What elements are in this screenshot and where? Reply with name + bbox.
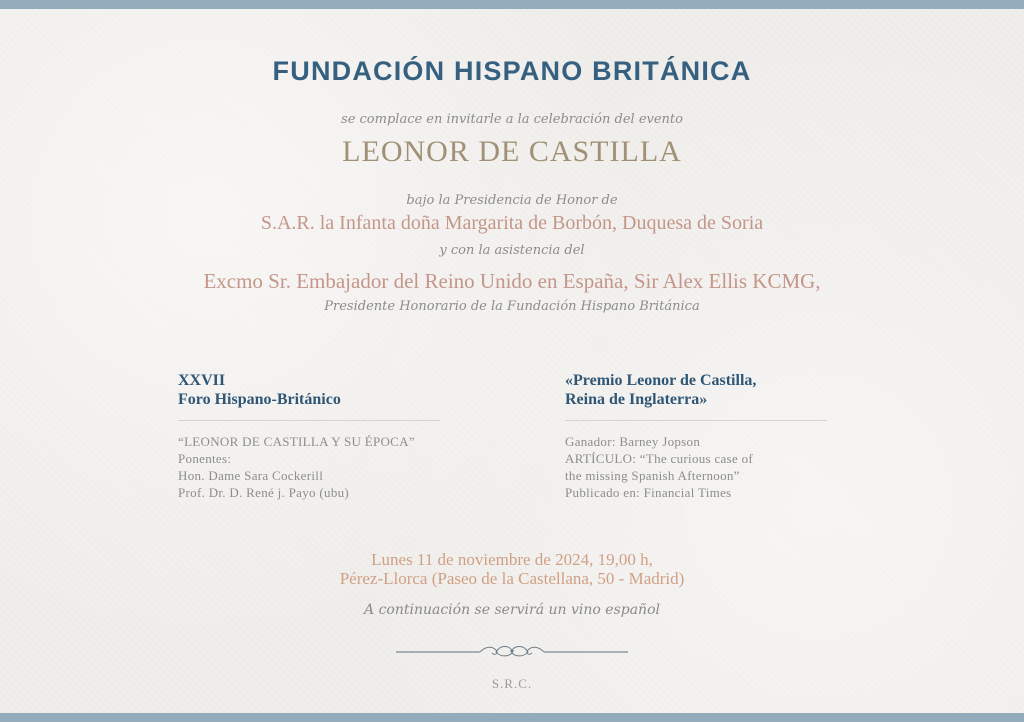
award-heading-line2: Reina de Inglaterra»: [565, 391, 708, 408]
bottom-border-band: [0, 713, 1024, 722]
honor-intro: bajo la Presidencia de Honor de: [406, 193, 618, 208]
top-border-band: [0, 0, 1024, 9]
attendance-intro: y con la asistencia del: [439, 243, 585, 258]
award-winner: Ganador: Barney Jopson: [565, 434, 701, 449]
attendance-person: Excmo Sr. Embajador del Reino Unido en España, Sir Alex Ellis KCMG,: [203, 269, 821, 293]
forum-heading-number: XXVII: [178, 372, 226, 389]
forum-speaker: Hon. Dame Sara Cockerill: [178, 468, 324, 483]
event-venue: Pérez-Llorca (Paseo de la Castellana, 50 - Madrid): [339, 569, 685, 588]
forum-speakers-label: Ponentes:: [178, 451, 232, 466]
honor-person: S.A.R. la Infanta doña Margarita de Borbón, Duquesa de Soria: [260, 212, 764, 234]
event-date: Lunes 11 de noviembre de 2024, 19,00 h,: [371, 550, 653, 569]
forum-topic: “LEONOR DE CASTILLA Y SU ÉPOCA”: [178, 434, 415, 449]
attendance-role: Presidente Honorario de la Fundación Hispano Británica: [324, 299, 700, 314]
award-article-cont: the missing Spanish Afternoon”: [565, 468, 740, 483]
forum-heading-title: Foro Hispano-Británico: [178, 391, 341, 408]
award-divider: [565, 420, 827, 421]
rsvp-note: S.R.C.: [491, 676, 533, 691]
award-article: ARTÍCULO: “The curious case of: [565, 451, 753, 466]
award-column: [565, 371, 827, 501]
forum-column: [178, 371, 440, 501]
reception-note: A continuación se servirá un vino español: [364, 602, 660, 618]
forum-speaker: Prof. Dr. D. René j. Payo (ubu): [178, 485, 350, 500]
forum-divider: [178, 420, 440, 421]
ornament-divider-icon: [392, 640, 632, 660]
award-publication: Publicado en: Financial Times: [565, 485, 732, 500]
invitation-intro: se complace en invitarle a la celebración del evento: [341, 112, 683, 127]
award-heading-line1: «Premio Leonor de Castilla,: [565, 372, 757, 389]
foundation-title: FUNDACIÓN HISPANO BRITÁNICA: [272, 56, 752, 86]
event-name: LEONOR DE CASTILLA: [342, 135, 682, 168]
